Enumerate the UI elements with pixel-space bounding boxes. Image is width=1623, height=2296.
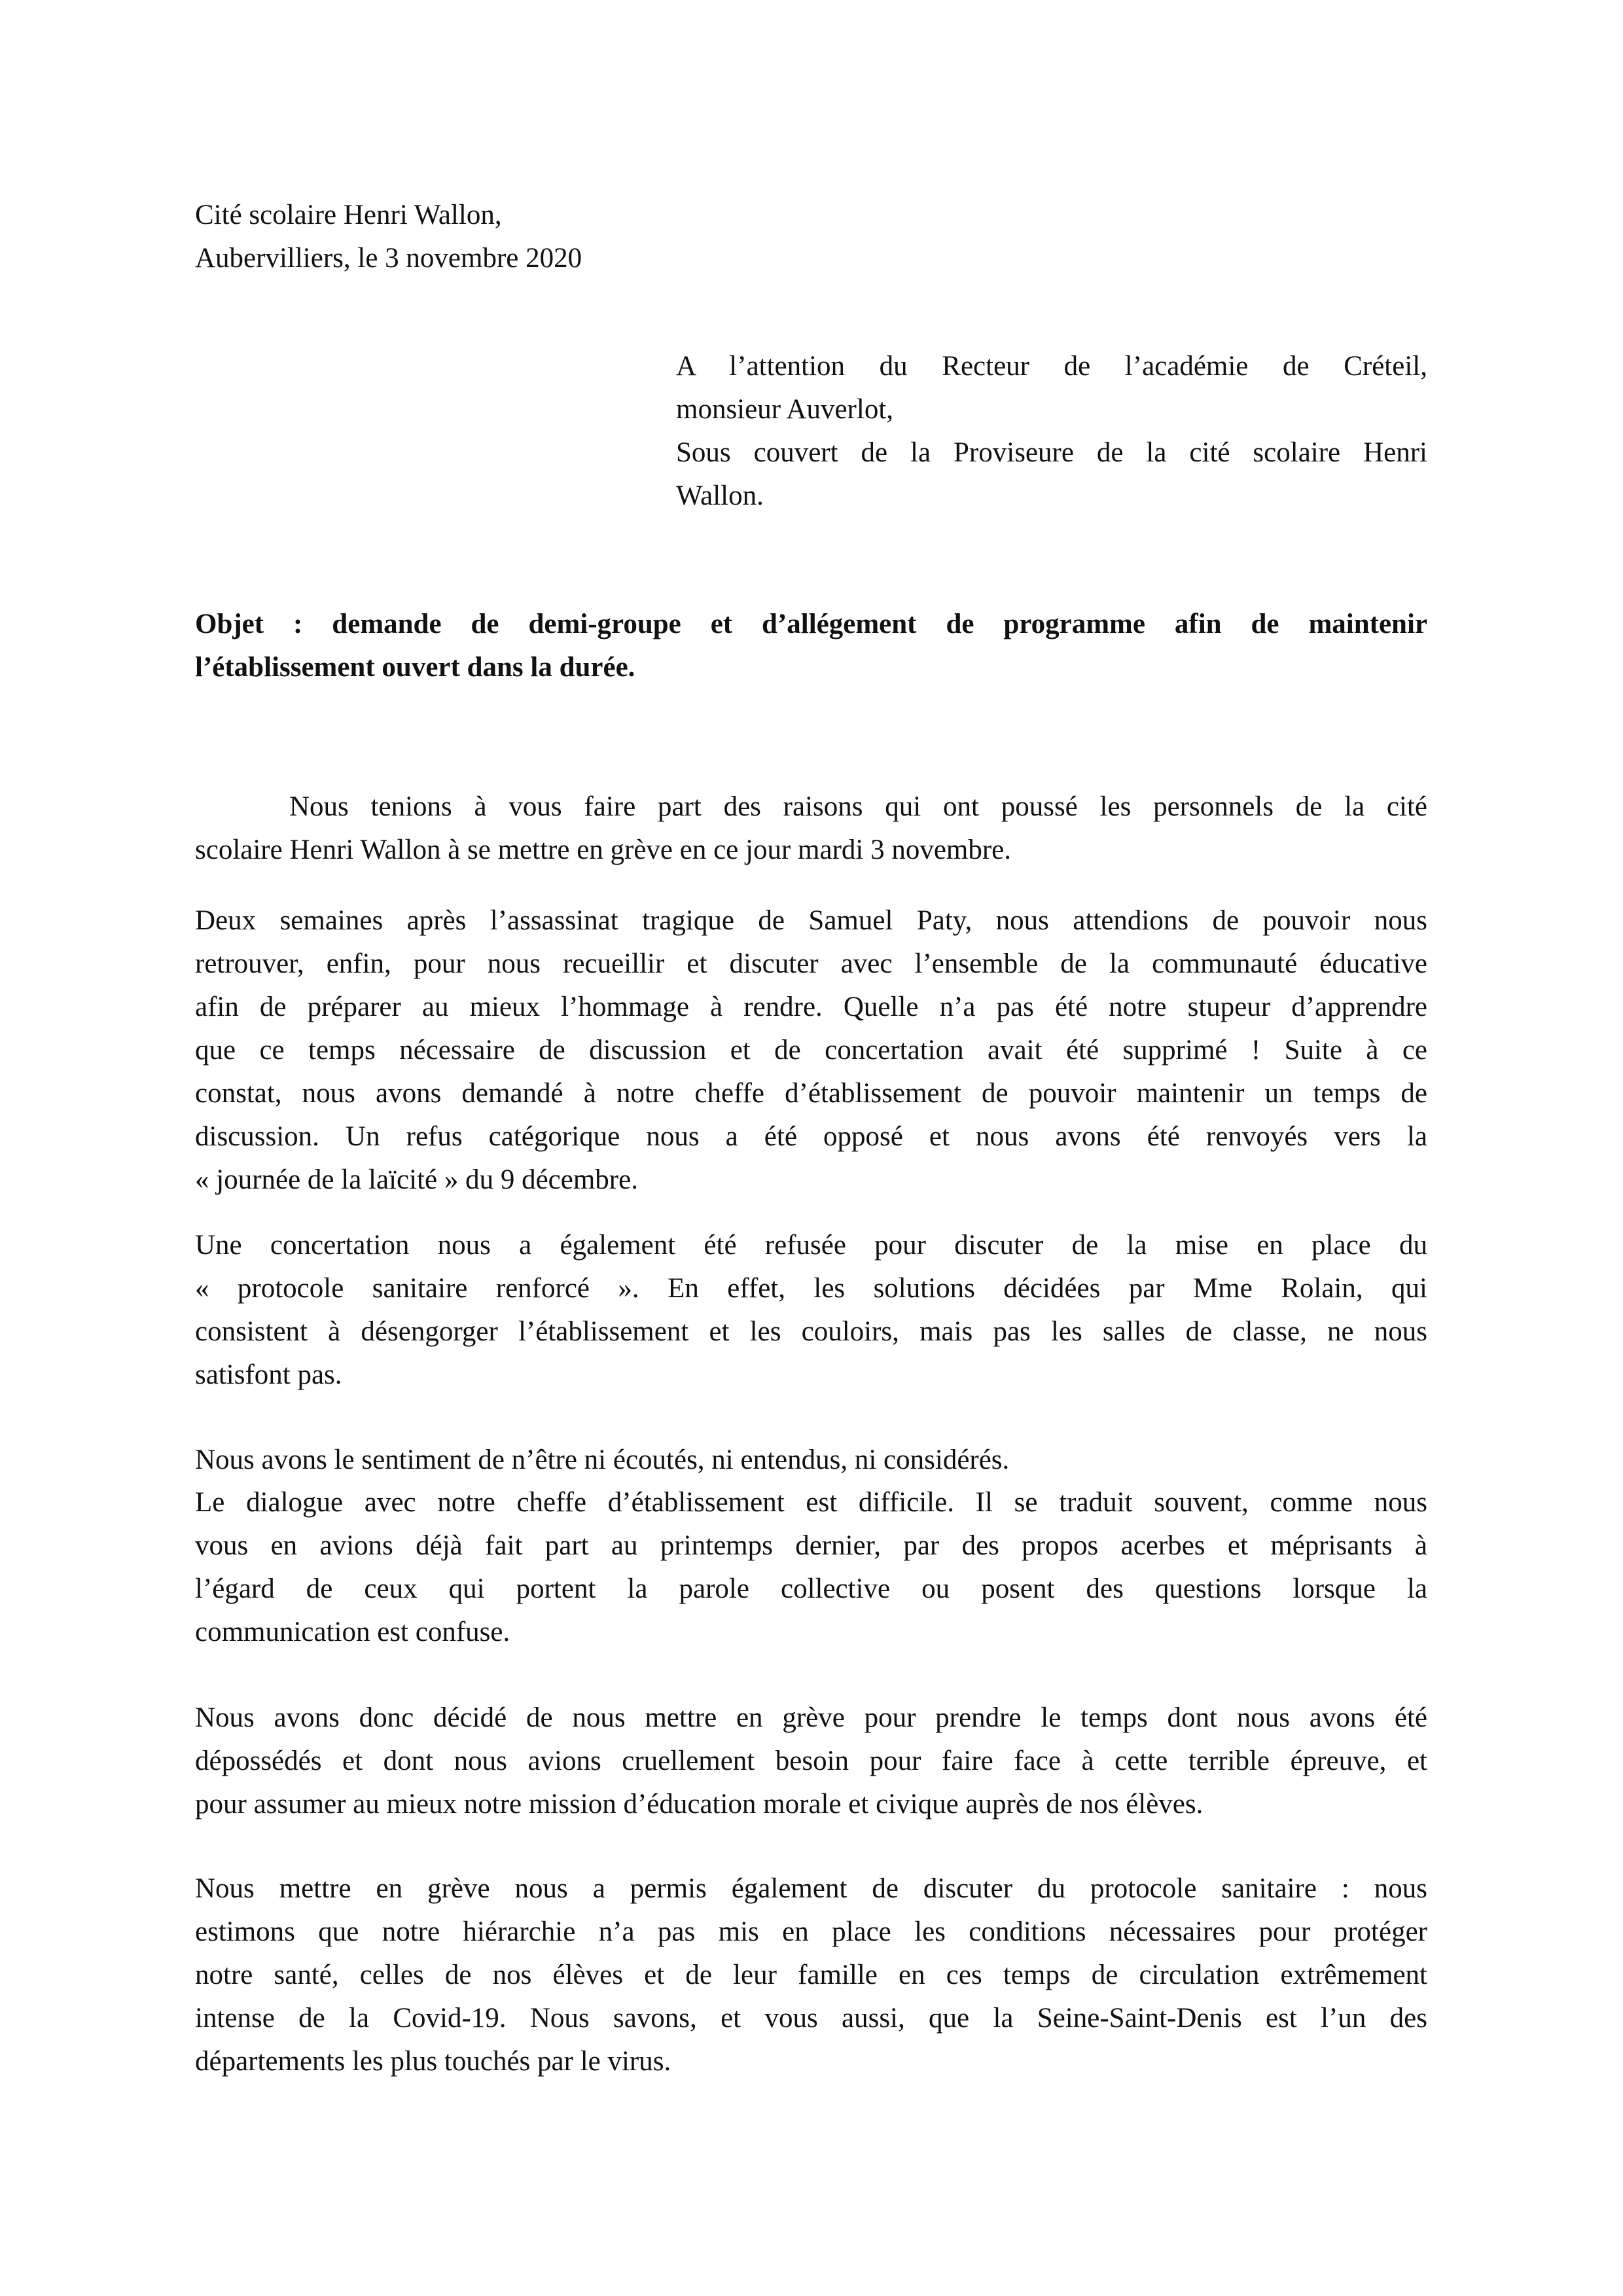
paragraph-line: Nous mettre en grève nous a permis également de discuter du protocole sanitaire : nous: [195, 1873, 1427, 1904]
recipient-line: A l’attention du Recteur de l’académie de Créteil,: [676, 351, 1427, 382]
paragraph-4: [195, 1439, 1427, 1482]
paragraph-line: communication est confuse.: [195, 1617, 510, 1647]
paragraph-line: « protocole sanitaire renforcé ». En effet, les solutions décidées par Mme Rolain, qui: [195, 1273, 1427, 1304]
paragraph-line: vous en avions déjà fait part au printemps dernier, par des propos acerbes et méprisants à: [195, 1530, 1427, 1561]
paragraph-line: intense de la Covid-19. Nous savons, et vous aussi, que la Seine-Saint-Denis est l’un des: [195, 2003, 1427, 2034]
sender-place-date: Aubervilliers, le 3 novembre 2020: [195, 243, 582, 274]
paragraph-line: Nous avons donc décidé de nous mettre en grève pour prendre le temps dont nous avons été: [195, 1702, 1427, 1733]
paragraph-7: [195, 1867, 1427, 2083]
paragraph-line: « journée de la laïcité » du 9 décembre.: [195, 1164, 638, 1195]
recipient-line: Wallon.: [676, 480, 764, 511]
paragraph-line: Nous avons le sentiment de n’être ni écoutés, ni entendus, ni considérés.: [195, 1444, 1010, 1475]
paragraph-line: discussion. Un refus catégorique nous a été opposé et nous avons été renvoyés vers la: [195, 1121, 1427, 1152]
paragraph-1: [195, 785, 1427, 872]
paragraph-line: notre santé, celles de nos élèves et de leur famille en ces temps de circulation extrêmement: [195, 1960, 1427, 1990]
subject-heading: [195, 603, 1427, 689]
paragraph-2: [195, 899, 1427, 1202]
sender-name: Cité scolaire Henri Wallon,: [195, 200, 502, 230]
paragraph-5: [195, 1481, 1427, 1654]
paragraph-line: dépossédés et dont nous avions cruellement besoin pour faire face à cette terrible épreuve, et: [195, 1746, 1427, 1776]
paragraph-line: constat, nous avons demandé à notre cheffe d’établissement de pouvoir maintenir un temps de: [195, 1078, 1427, 1109]
subject-line: Objet : demande de demi-groupe et d’allégement de programme afin de maintenir: [195, 609, 1427, 639]
paragraph-line: départements les plus touchés par le virus.: [195, 2046, 671, 2077]
paragraph-line: retrouver, enfin, pour nous recueillir et discuter avec l’ensemble de la communauté éducative: [195, 948, 1427, 979]
paragraph-line: Le dialogue avec notre cheffe d’établissement est difficile. Il se traduit souvent, comme nous: [195, 1487, 1427, 1518]
recipient-line: Sous couvert de la Proviseure de la cité scolaire Henri: [676, 437, 1427, 468]
paragraph-line: scolaire Henri Wallon à se mettre en grève en ce jour mardi 3 novembre.: [195, 834, 1012, 865]
paragraph-line: estimons que notre hiérarchie n’a pas mis en place les conditions nécessaires pour protéger: [195, 1916, 1427, 1947]
paragraph-3: [195, 1224, 1427, 1397]
paragraph-6: [195, 1696, 1427, 1826]
paragraph-line: pour assumer au mieux notre mission d’éducation morale et civique auprès de nos élèves.: [195, 1789, 1204, 1820]
paragraph-line: afin de préparer au mieux l’hommage à rendre. Quelle n’a pas été notre stupeur d’apprendre: [195, 992, 1427, 1022]
paragraph-line: consistent à désengorger l’établissement et les couloirs, mais pas les salles de classe, ne nous: [195, 1316, 1427, 1347]
recipient-block: [676, 345, 1427, 518]
paragraph-line: Une concertation nous a également été refusée pour discuter de la mise en place du: [195, 1230, 1427, 1261]
paragraph-line: Deux semaines après l’assassinat tragique de Samuel Paty, nous attendions de pouvoir nous: [195, 905, 1427, 936]
paragraph-line: que ce temps nécessaire de discussion et de concertation avait été supprimé ! Suite à ce: [195, 1035, 1427, 1066]
paragraph-line: l’égard de ceux qui portent la parole collective ou posent des questions lorsque la: [195, 1573, 1427, 1604]
paragraph-line: satisfont pas.: [195, 1359, 342, 1390]
subject-line: l’établissement ouvert dans la durée.: [195, 652, 635, 683]
sender-block: [195, 194, 784, 280]
recipient-line: monsieur Auverlot,: [676, 394, 894, 425]
paragraph-line: Nous tenions à vous faire part des raisons qui ont poussé les personnels de la cité: [289, 791, 1427, 822]
